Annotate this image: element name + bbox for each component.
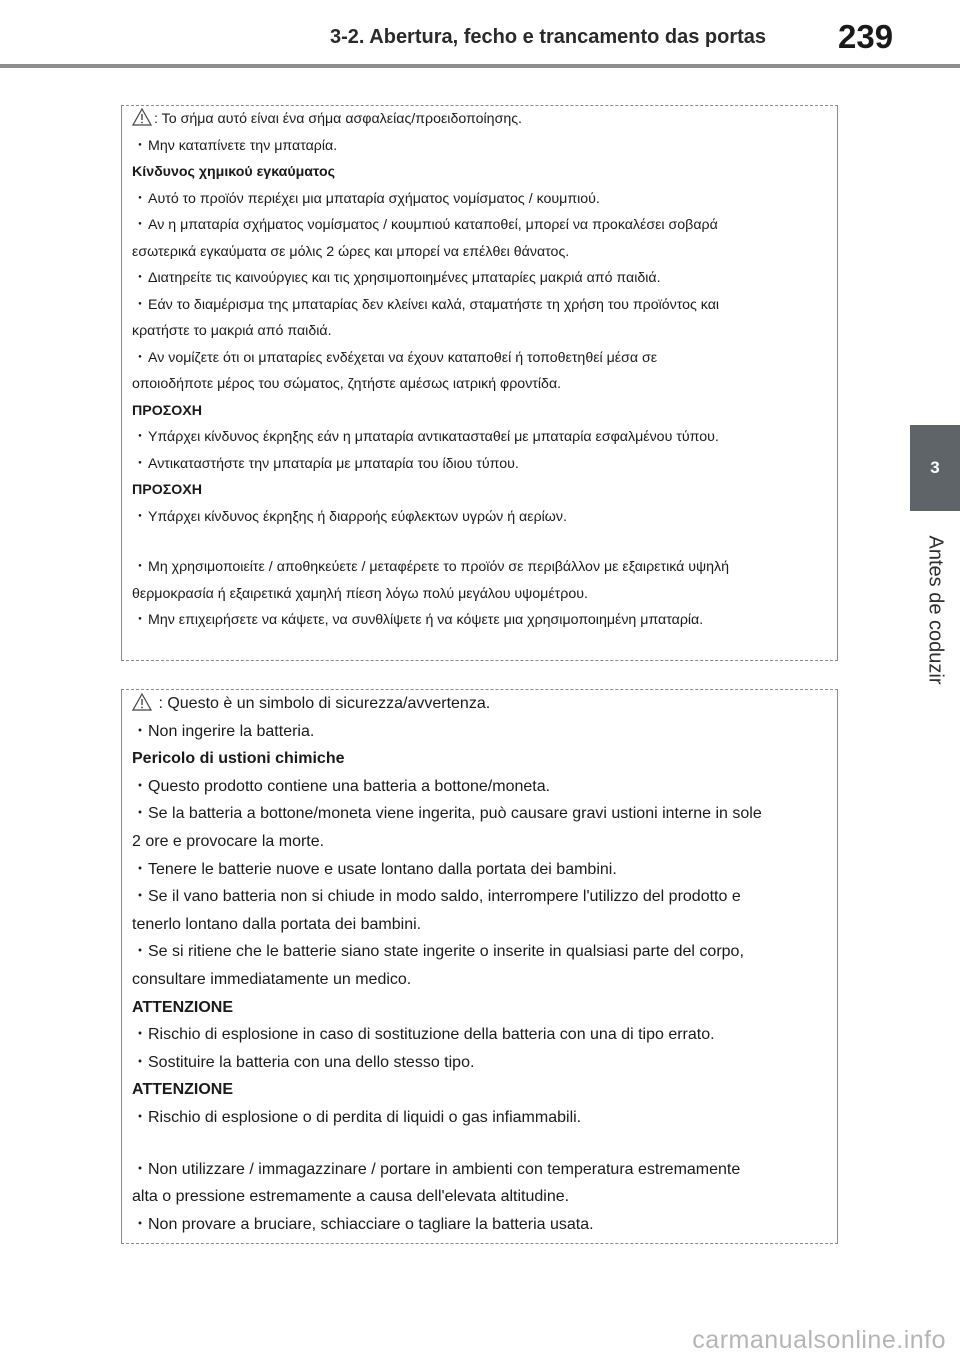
bullet-glyph: ・ (132, 722, 149, 740)
page-header-title: 3-2. Abertura, fecho e trancamento das portas (330, 26, 767, 48)
chapter-side-tab (910, 425, 960, 511)
bullet-glyph: ・ (132, 1026, 149, 1044)
bullet-glyph: ・ (132, 612, 148, 628)
line-text: Tenere le batterie nuove e usate lontano dalla portata dei bambini. (148, 860, 617, 878)
header-rule (0, 64, 960, 68)
footer-watermark: carmanualsonline.info (692, 1326, 946, 1354)
warning-text-line (132, 800, 829, 828)
warning-text-line (132, 212, 829, 239)
warning-heading (132, 159, 829, 186)
line-text: Rischio di esplosione in caso di sostituzione della batteria con una di tipo errato. (148, 1026, 715, 1044)
page-number: 239 (838, 18, 894, 55)
line-text: Μην καταπίνετε την μπαταρία. (148, 137, 338, 154)
bullet-glyph: ・ (132, 559, 148, 575)
warning-text-line (132, 1104, 829, 1132)
warning-text-line (132, 883, 829, 911)
warning-heading (132, 398, 829, 425)
warning-text-line (132, 938, 829, 966)
bullet-glyph: ・ (132, 296, 148, 313)
warning-text-line (132, 318, 829, 345)
warning-heading (132, 994, 829, 1022)
warning-text-line (132, 371, 829, 398)
warning-text-line (132, 504, 829, 531)
warning-heading (132, 477, 829, 504)
line-text: Διατηρείτε τις καινούργιες και τις χρησιμοποιημένες μπαταρίες μακριά από παιδιά. (148, 270, 661, 286)
warning-text-line (132, 856, 829, 884)
bullet-glyph: ・ (132, 1215, 149, 1233)
bullet-glyph: ・ (132, 349, 148, 366)
warning-text-line (132, 239, 829, 266)
line-text: Se si ritiene che le batterie siano state ingerite o inserite in qualsiasi parte del corpo, (148, 943, 744, 961)
line-text: : Το σήμα αυτό είναι ένα σήμα ασφαλείας/προειδοποίησης. (154, 111, 522, 127)
line-text: Se la batteria a bottone/moneta viene ingerita, può causare gravi ustioni interne in sole (148, 805, 762, 823)
line-text: θερμοκρασία ή εξαιρετικά χαμηλή πίεση λόγω πολύ μεγάλου υψομέτρου. (132, 585, 588, 602)
line-text: Αν νομίζετε ότι οι μπαταρίες ενδέχεται να έχουν καταποθεί ή τοποθετηθεί μέσα σε (148, 349, 658, 366)
greek-warning-box (121, 105, 838, 661)
line-text: ΠΡΟΣΟΧΗ (132, 482, 203, 498)
warning-triangle-icon (132, 108, 152, 126)
line-text: Rischio di esplosione o di perdita di liquidi o gas infiammabili. (148, 1108, 582, 1126)
line-text: οποιοδήποτε μέρος του σώματος, ζητήστε αμέσως ιατρική φροντίδα. (132, 376, 562, 392)
bullet-glyph: ・ (132, 508, 148, 525)
bullet-glyph: ・ (132, 943, 149, 961)
bullet-glyph: ・ (132, 137, 148, 154)
bullet-glyph: ・ (132, 1053, 149, 1071)
chapter-side-label: Antes de coduzir (924, 535, 947, 685)
warning-text-line (132, 1156, 829, 1184)
line-text: ATTENZIONE (132, 1081, 234, 1099)
line-text: Μην επιχειρήσετε να κάψετε, να συνθλίψετε ή να κόψετε μια χρησιμοποιημένη μπαταρία. (148, 612, 704, 628)
line-text: tenerlo lontano dalla portata dei bambini. (132, 915, 422, 933)
line-text: Sostituire la batteria con una dello stesso tipo. (148, 1053, 475, 1071)
warning-text-line (132, 186, 829, 213)
warning-text-line (132, 828, 829, 856)
warning-text-line (132, 292, 829, 319)
line-text: Se il vano batteria non si chiude in modo saldo, interrompere l'utilizzo del prodotto e (148, 888, 741, 906)
line-text: Εάν το διαμέρισμα της μπαταρίας δεν κλείνει καλά, σταματήστε τη χρήση του προϊόντος και (148, 296, 720, 313)
bullet-glyph: ・ (132, 455, 148, 472)
warning-text-line (132, 133, 829, 160)
warning-text-line (132, 345, 829, 372)
line-text: Αν η μπαταρία σχήματος νομίσματος / κουμπιού καταποθεί, μπορεί να προκαλέσει σοβαρά (148, 217, 718, 233)
bullet-glyph: ・ (132, 805, 149, 823)
warning-text-line (132, 911, 829, 939)
warning-heading (132, 1076, 829, 1104)
bullet-glyph: ・ (132, 429, 148, 445)
line-text: Non ingerire la batteria. (148, 722, 315, 740)
bullet-glyph: ・ (132, 1108, 149, 1126)
bullet-glyph: ・ (132, 777, 149, 795)
line-text: consultare immediatamente un medico. (132, 970, 412, 988)
bullet-glyph: ・ (132, 270, 148, 286)
warning-text-line (132, 554, 829, 581)
warning-text-line (132, 607, 829, 634)
warning-text-line (132, 690, 829, 718)
line-text: Υπάρχει κίνδυνος έκρηξης ή διαρροής εύφλεκτων υγρών ή αερίων. (148, 508, 567, 525)
warning-text-line (132, 424, 829, 451)
bullet-glyph: ・ (132, 190, 148, 207)
line-text: Questo prodotto contiene una batteria a bottone/moneta. (148, 777, 551, 795)
line-text: Αυτό το προϊόν περιέχει μια μπαταρία σχήματος νομίσματος / κουμπιού. (148, 190, 600, 207)
warning-text-line (132, 1049, 829, 1077)
line-text: Υπάρχει κίνδυνος έκρηξης εάν η μπαταρία αντικατασταθεί με μπαταρία εσφαλμένου τύπου. (148, 429, 719, 445)
warning-text-line (132, 451, 829, 478)
warning-text-line (132, 718, 829, 746)
line-text: Non utilizzare / immagazzinare / portare in ambienti con temperatura estremamente (148, 1160, 741, 1178)
bullet-glyph: ・ (132, 888, 149, 906)
line-text: κρατήστε το μακριά από παιδιά. (132, 323, 332, 339)
warning-triangle-icon (132, 693, 152, 711)
line-text: Pericolo di ustioni chimiche (132, 750, 345, 768)
warning-text-line (132, 1021, 829, 1049)
warning-text-line (132, 1211, 829, 1239)
blank-line (132, 1132, 829, 1156)
blank-line (132, 530, 829, 554)
line-text: Μη χρησιμοποιείτε / αποθηκεύετε / μεταφέρετε το προϊόν σε περιβάλλον με εξαιρετικά υψηλή (148, 559, 730, 575)
line-text: : Questo è un simbolo di sicurezza/avvertenza. (154, 695, 491, 712)
warning-text-line (132, 581, 829, 608)
line-text: Κίνδυνος χημικού εγκαύματος (132, 164, 336, 180)
italian-warning-box (121, 689, 838, 1244)
bullet-glyph: ・ (132, 1160, 149, 1178)
warning-heading (132, 745, 829, 773)
warning-text-line (132, 1183, 829, 1211)
line-text: 2 ore e provocare la morte. (132, 832, 325, 850)
line-text: Αντικαταστήστε την μπαταρία με μπαταρία του ίδιου τύπου. (148, 455, 519, 472)
chapter-number: 3 (930, 458, 940, 477)
bullet-glyph: ・ (132, 860, 149, 878)
warning-text-line (132, 265, 829, 292)
warning-text-line (132, 966, 829, 994)
line-text: alta o pressione estremamente a causa dell'elevata altitudine. (132, 1188, 570, 1206)
line-text: ATTENZIONE (132, 998, 234, 1016)
line-text: εσωτερικά εγκαύματα σε μόλις 2 ώρες και μπορεί να επέλθει θάνατος. (132, 243, 570, 260)
warning-text-line (132, 106, 829, 133)
line-text: Non provare a bruciare, schiacciare o tagliare la batteria usata. (148, 1215, 594, 1233)
warning-text-line (132, 773, 829, 801)
line-text: ΠΡΟΣΟΧΗ (132, 402, 203, 419)
bullet-glyph: ・ (132, 217, 148, 233)
